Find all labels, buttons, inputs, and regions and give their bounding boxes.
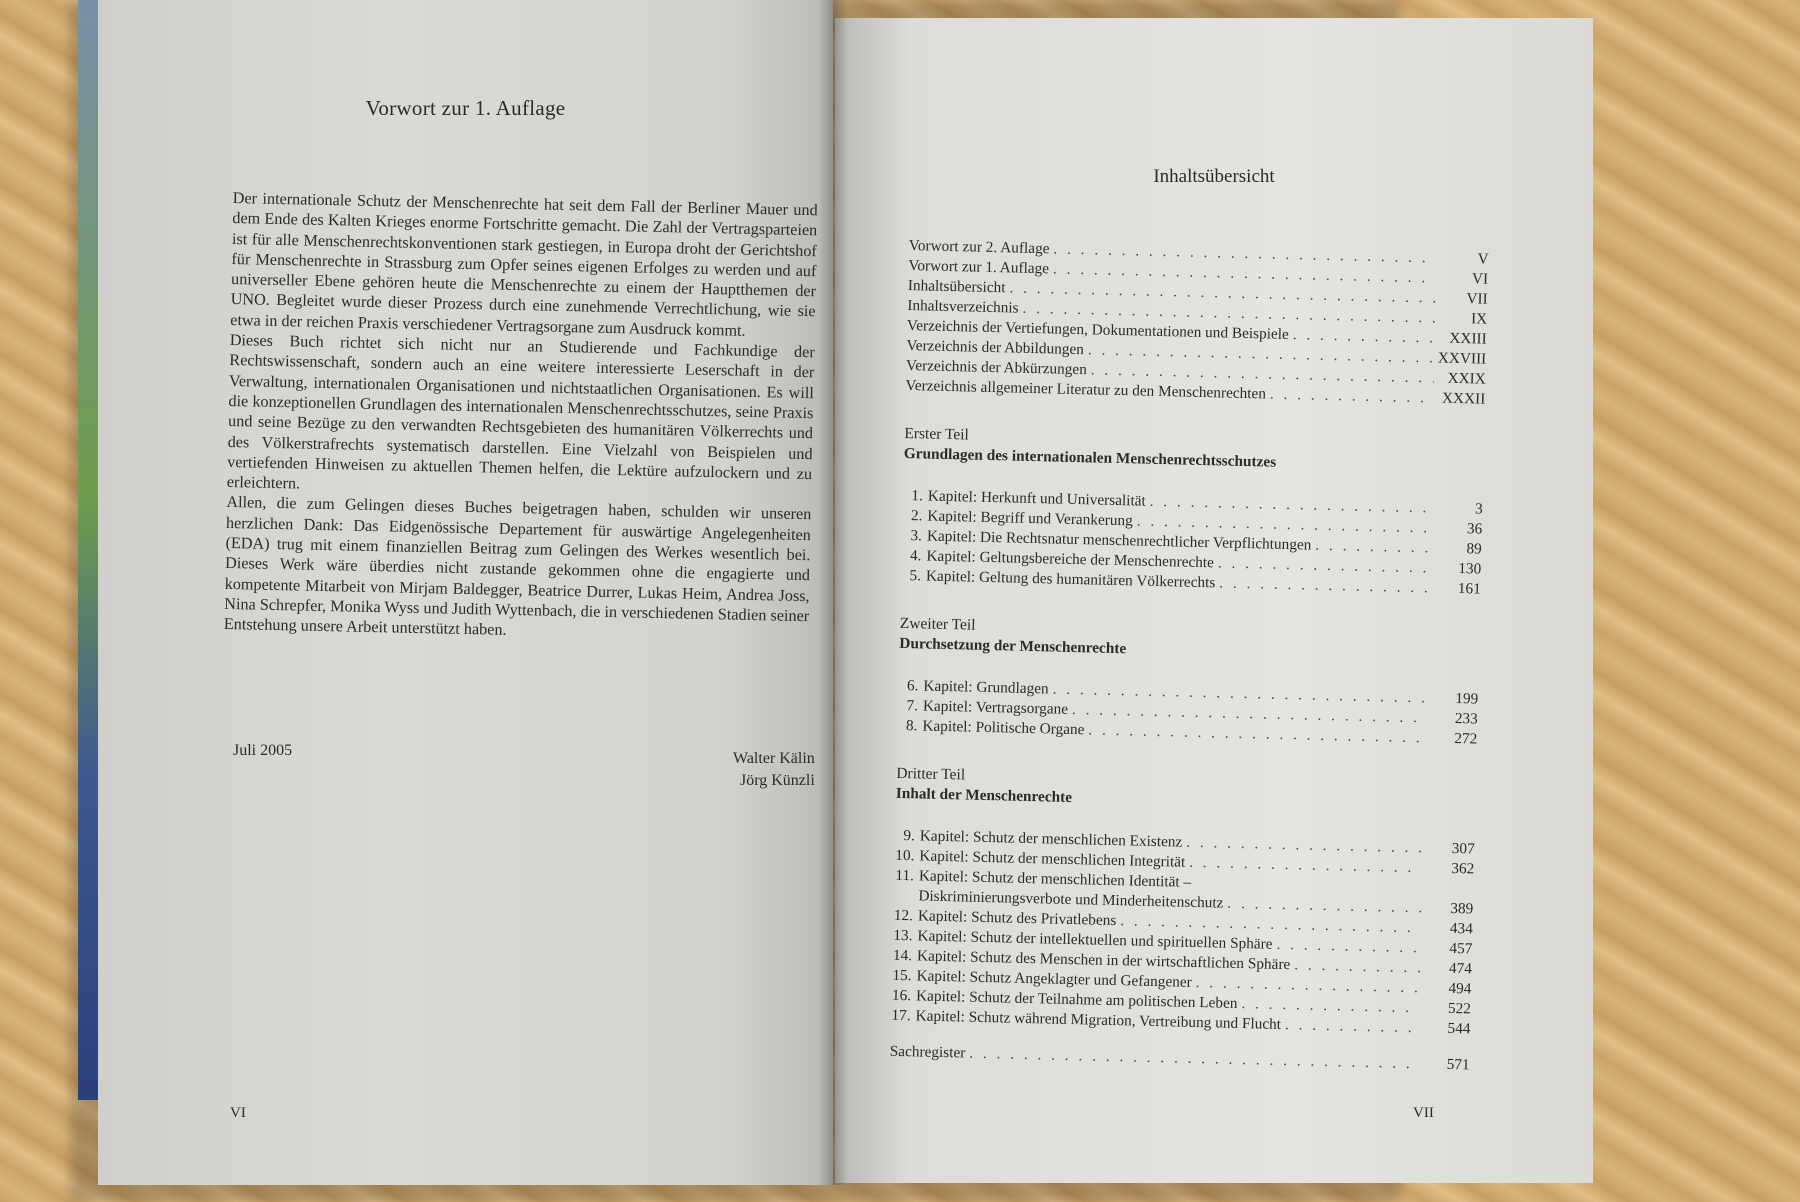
toc-entry-page: 161 — [1457, 580, 1482, 598]
toc-entry-page: IX — [1470, 310, 1488, 328]
toc-entry-number: 3. — [910, 527, 923, 545]
toc-entry-label: Kapitel: Herkunft und Universalität — [927, 487, 1146, 510]
toc-entry-page: VI — [1471, 270, 1489, 288]
preface-date: Juli 2005 — [233, 742, 293, 759]
toc-entry-label: Kapitel: Schutz der menschlichen Existenz — [919, 827, 1183, 851]
toc-entry-page: 544 — [1447, 1019, 1471, 1038]
toc-entry-page: 362 — [1451, 859, 1475, 878]
toc-entry-label: Kapitel: Politische Organe — [922, 717, 1085, 739]
toc-part-title: Durchsetzung der Menschenrechte — [899, 634, 1127, 658]
page-number-right: VII — [1413, 1105, 1434, 1121]
toc-entry-number: 16. — [891, 986, 912, 1005]
toc-entry — [890, 1042, 1470, 1076]
toc-entry-label: Vorwort zur 2. Auflage — [908, 236, 1050, 258]
toc-entry-number: 4. — [909, 547, 922, 565]
preface-paragraph: Allen, die zum Gelingen dieses Buches beigetragen haben, schulden wir unseren herzlichen Dank: Das Eidgenössische Departement für auswärtige Angelegenheiten (EDA) trug mit einem finanziellen Beitrag zum Gelingen des Werkes wesentlich bei. Dieses Werk wäre überdies nicht zustande gekommen ohne die engagierte und kompetente Mitarbeit von Mirjam Baldegger, Beatrice Durrer, Lukas Heim, Andrea Joss, Nina Schrepfer, Monika Wyss und Judith Wyttenbach, die in verschiedenen Stadien seiner Entstehung unsere Arbeit unterstützt haben. — [223, 493, 812, 640]
toc-entry-page: 474 — [1448, 959, 1473, 978]
toc-entry-label: Vorwort zur 1. Auflage — [908, 256, 1050, 278]
toc-part-label: Erster Teil — [904, 424, 970, 444]
toc-entry-page: 434 — [1449, 919, 1474, 938]
toc-entry-label: Kapitel: Grundlagen — [923, 677, 1049, 698]
toc-entry-page: 89 — [1466, 540, 1482, 558]
toc-entry-label: Kapitel: Geltungsbereiche der Menschenrechte — [926, 547, 1215, 572]
toc-leader-dots — [1270, 385, 1434, 409]
toc-entry-label: Kapitel: Schutz des Menschen in der wirtschaftlichen Sphäre — [916, 947, 1291, 974]
toc-entry-page: XXIX — [1447, 369, 1486, 388]
toc-entry-page: 3 — [1474, 500, 1483, 518]
toc-entry-number: 17. — [891, 1006, 911, 1025]
toc-entry-label: Inhaltsübersicht — [907, 276, 1006, 297]
toc-entry-label: Sachregister — [889, 1042, 966, 1062]
toc-entry-label: Verzeichnis der Vertiefungen, Dokumentationen und Beispiele — [906, 316, 1290, 343]
toc-entry-number: 14. — [892, 946, 913, 965]
toc-part — [890, 764, 1476, 1040]
toc-entry-label: Kapitel: Schutz der Teilnahme am politischen Leben — [915, 987, 1238, 1012]
toc-entry-page: 36 — [1466, 520, 1483, 538]
toc-entry-number: 15. — [892, 966, 912, 985]
toc-entry-label: Kapitel: Geltung des humanitären Völkerrechts — [925, 567, 1216, 592]
toc-leader-dots — [1195, 887, 1422, 892]
toc-entry-number: 5. — [909, 567, 922, 585]
preface-title: Vorwort zur 1. Auflage — [365, 96, 566, 120]
toc-entry-page: 130 — [1458, 560, 1482, 578]
toc-part-label: Zweiter Teil — [899, 614, 976, 634]
toc-entry-page: XXIII — [1449, 329, 1487, 348]
preface-body — [224, 188, 818, 647]
toc-entry-label: Kapitel: Schutz der menschlichen Integrität — [919, 847, 1186, 871]
toc-part — [901, 424, 1485, 600]
toc-leader-dots — [1285, 1015, 1419, 1038]
author-name: Walter Kälin — [733, 750, 815, 767]
toc-entry-label: Kapitel: Schutz des Privatlebens — [917, 907, 1117, 930]
toc-entry-page: 389 — [1450, 899, 1474, 918]
toc-entry-page: 457 — [1449, 939, 1473, 958]
toc-entry-label: Kapitel: Begriff und Verankerung — [927, 507, 1134, 530]
toc-entry-label: Verzeichnis der Abkürzungen — [905, 356, 1088, 379]
toc-entry-label: Diskriminierungsverbote und Minderheitenschutz — [918, 887, 1224, 912]
page-number-left: VI — [230, 1105, 246, 1121]
toc-entry-page — [1426, 892, 1474, 893]
toc-entry-number: 10. — [895, 846, 915, 865]
table-of-contents — [890, 236, 1489, 1075]
toc-entry-label: Kapitel: Vertragsorgane — [922, 697, 1069, 718]
toc-entry-number: 7. — [906, 697, 919, 715]
toc-entry-number: 12. — [893, 906, 914, 925]
toc-part-title: Grundlagen des internationalen Menschenrechtsschutzes — [903, 444, 1277, 471]
toc-entry-number: 6. — [906, 677, 919, 695]
toc-entry-label: Verzeichnis allgemeiner Literatur zu den Menschenrechten — [905, 376, 1267, 403]
toc-entry-page: 307 — [1451, 839, 1475, 858]
toc-entry-number: 11. — [895, 866, 915, 885]
toc-entry-number: 13. — [893, 926, 913, 945]
toc-entry-page: 571 — [1446, 1055, 1470, 1074]
toc-entry-label: Kapitel: Schutz der menschlichen Identität – — [918, 867, 1192, 891]
left-page — [98, 0, 833, 1185]
author-name: Jörg Künzli — [739, 772, 815, 789]
toc-entry-label: Kapitel: Schutz während Migration, Vertreibung und Flucht — [915, 1007, 1282, 1033]
toc-entry-page: 233 — [1454, 709, 1478, 728]
toc-entry-number: 8. — [905, 717, 918, 735]
preface-paragraph: Dieses Buch richtet sich nicht nur an Studierende und Fachkundige der Rechtswissenschaft, sondern auch an eine weitere interessierte Leserschaft in der Verwaltung, internationalen Organisationen und nichtstaatlichen Organisationen. Es will die konzeptionellen Grundlagen des internationalen Menschenrechtsschutzes, seine Praxis und seine Bezüge zu den verwandten Rechtsgebieten des humanitären Völkerrechts und des Völkerstrafrechts systematisch darstellen. Eine Vielzahl von Beispielen und vertiefenden Hinweisen zu aktuellen Themen helfen, die Lektüre aufzulockern und zu erleichtern. — [226, 331, 815, 493]
toc-entry-number: 1. — [911, 487, 924, 505]
preface-paragraph: Der internationale Schutz der Menschenrechte hat seit dem Fall der Berliner Mauer und dem Ende des Kalten Krieges enorme Fortschritte gemacht. Die Zahl der Vertragsparteien ist für alle Menschenrechtskonventionen stark gestiegen, in Europa droht der Gerichtshof für Menschenrechte in Strassburg zum Opfer seines eigenen Erfolges zu werden und auf universeller Ebene gehören heute die Menschenrechte zu einem der Hauptthemen der UNO. Begleitet wurde dieser Prozess durch eine zunehmende Verrechtlichung, wie sie etwa in der reichen Praxis verschiedener Vertragsorgane zum Ausdruck kommt. — [230, 188, 818, 340]
toc-entry-label: Verzeichnis der Abbildungen — [906, 336, 1085, 359]
toc-entry-label: Kapitel: Die Rechtsnatur menschenrechtlicher Verpflichtungen — [926, 527, 1312, 554]
toc-entry-page: XXVIII — [1437, 349, 1487, 368]
toc-entry-page: V — [1477, 250, 1489, 268]
preface-authors — [733, 748, 815, 792]
toc-part-label: Dritter Teil — [896, 764, 966, 784]
toc-leader-dots — [969, 1044, 1418, 1075]
toc-part — [897, 614, 1480, 750]
toc-entry-number: 9. — [903, 827, 916, 845]
toc-entry-page: 272 — [1454, 729, 1478, 748]
toc-entry-page: 522 — [1447, 999, 1472, 1018]
toc-entry-page: VII — [1466, 290, 1488, 308]
toc-entry-label: Kapitel: Schutz Angeklagter und Gefangener — [916, 967, 1192, 991]
toc-entry-page: XXXII — [1441, 389, 1486, 408]
toc-entry-number: 2. — [910, 507, 923, 525]
toc-title: Inhaltsübersicht — [1153, 166, 1275, 187]
right-page — [835, 18, 1593, 1183]
toc-part-title: Inhalt der Menschenrechte — [895, 784, 1073, 806]
toc-entry-page: 199 — [1455, 690, 1479, 708]
toc-leader-dots — [1315, 536, 1430, 559]
toc-leader-dots — [1219, 573, 1429, 598]
book-gutter — [818, 0, 848, 1185]
toc-entry-label: Kapitel: Schutz der intellektuellen und spirituellen Sphäre — [917, 927, 1273, 953]
toc-entry-label: Inhaltsverzeichnis — [907, 296, 1019, 317]
toc-entry-page: 494 — [1448, 979, 1472, 998]
